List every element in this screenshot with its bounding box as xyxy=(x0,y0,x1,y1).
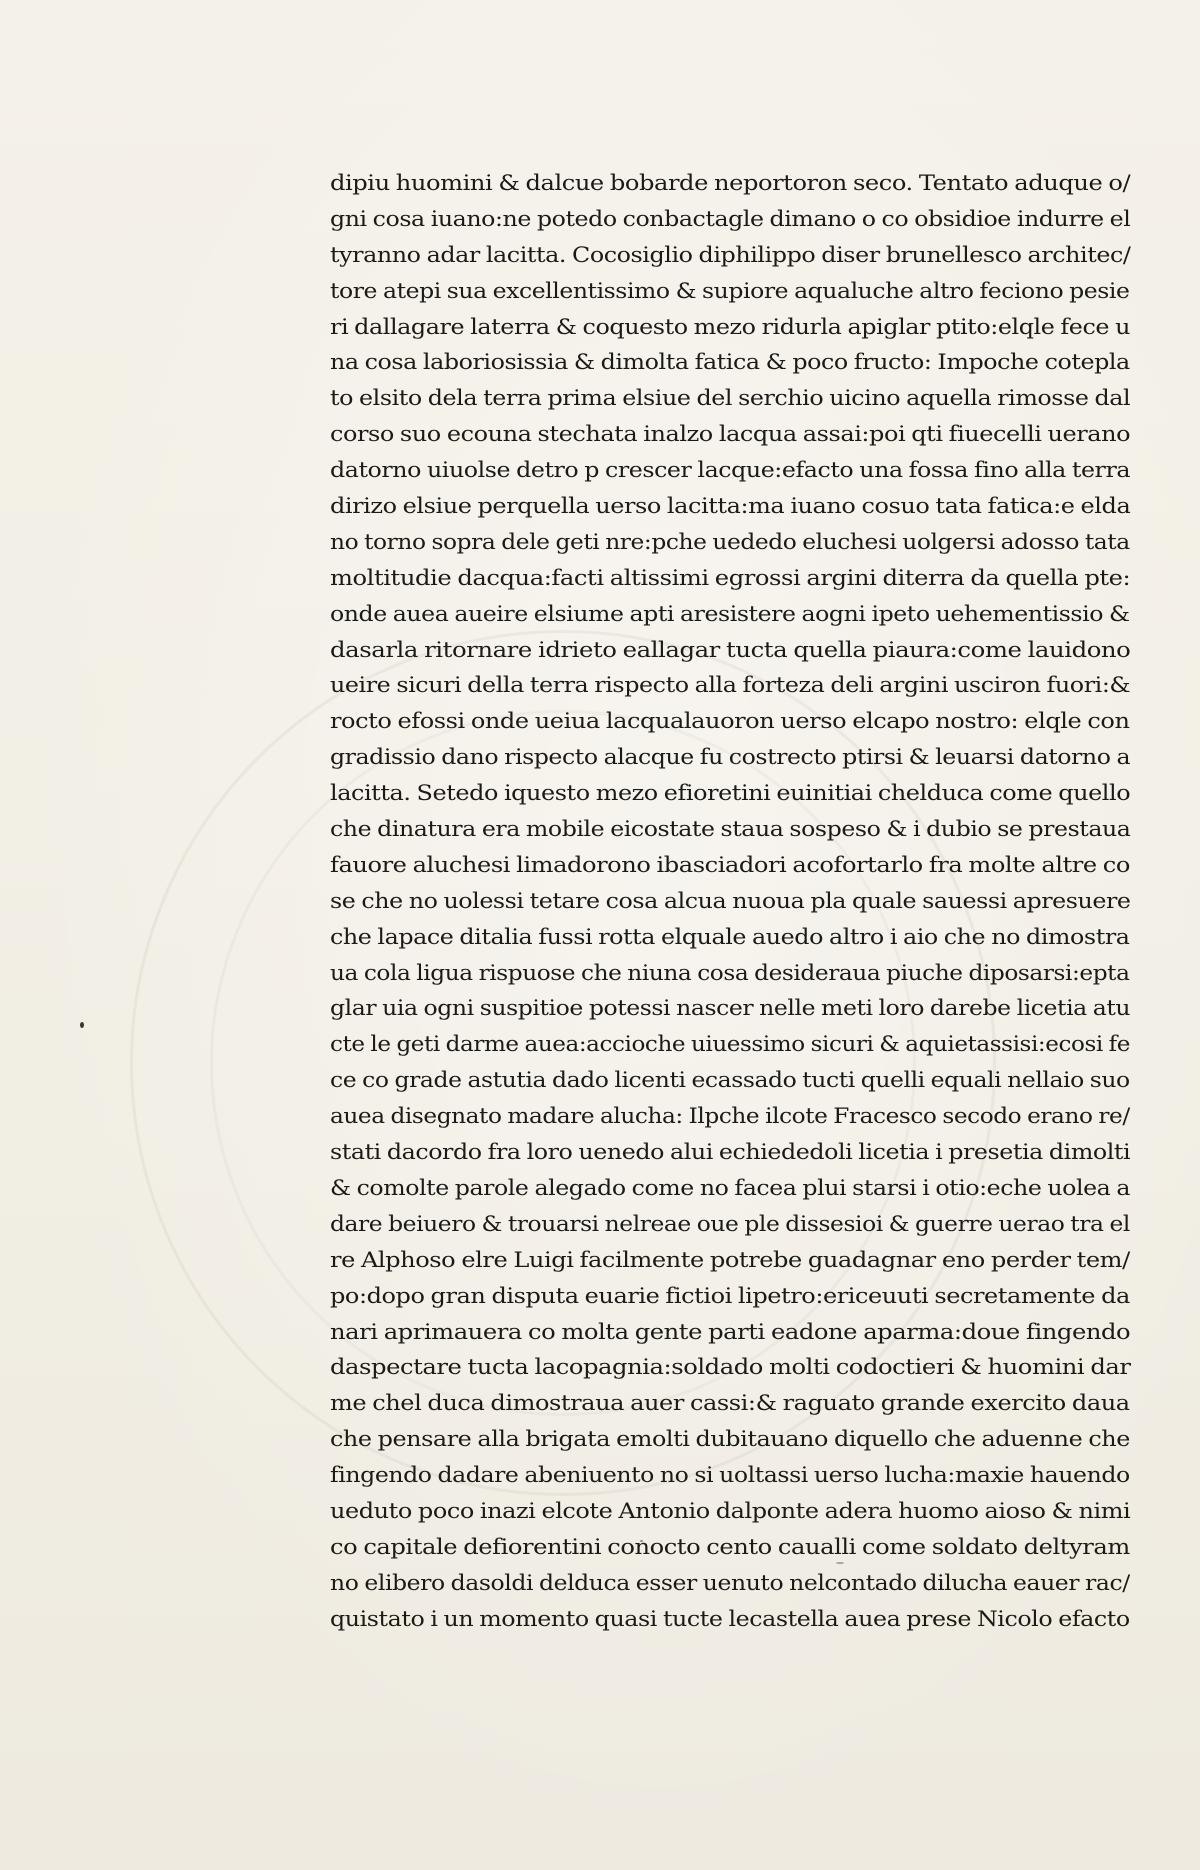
text-line: fauore aluchesi limadorono ibasciadori acofortarlo fra molte altre co xyxy=(330,852,1130,878)
text-line: re Alphoso elre Luigi facilmente potrebe guadagnar eno perder tem/ xyxy=(330,1247,1130,1273)
text-line: auea disegnato madare alucha: Ilpche ilcote Fracesco secodo erano re/ xyxy=(330,1104,1130,1130)
text-line: se che no uolessi tetare cosa alcua nuoua pla quale sauessi apresuere xyxy=(330,888,1131,914)
text-line: gradissio dano rispecto alacque fu costrecto ptirsi & leuarsi datorno a xyxy=(330,745,1131,771)
text-line: cte le geti darme auea:accioche uiuessimo sicuri & aquietassisi:ecosi fe xyxy=(330,1032,1131,1058)
text-line: po:dopo gran disputa euarie fictioi lipetro:ericeuuti secretamente da xyxy=(330,1283,1130,1309)
text-line: daspectare tucta lacopagnia:soldado molti codoctieri & huomini dar xyxy=(330,1355,1131,1381)
text-line: no elibero dasoldi delduca esser uenuto nelcontado dilucha eauer rac/ xyxy=(330,1570,1130,1596)
text-line: glar uia ogni suspitioe potessi nascer nelle meti loro darebe licetia atu xyxy=(330,996,1131,1022)
text-line: ri dallagare laterra & coquesto mezo ridurla apiglar ptito:elqle fece u xyxy=(330,314,1131,340)
text-line: no torno sopra dele geti nre:pche uededo eluchesi uolgersi adosso tata xyxy=(330,529,1130,555)
text-line: dipiu huomini & dalcue bobarde neportoron seco. Tentato aduque o/ xyxy=(330,171,1131,196)
text-line: & comolte parole alegado come no facea plui starsi i otio:eche uolea a xyxy=(330,1175,1130,1201)
text-line: ueire sicuri della terra rispecto alla forteza deli argini usciron fuori:& xyxy=(330,673,1131,699)
text-line: quistato i un momento quasi tucte lecastella auea prese Nicolo efacto xyxy=(330,1606,1130,1632)
text-line: datorno uiuolse detro p crescer lacque:efacto una fossa fino alla terra xyxy=(330,458,1131,484)
text-line: moltitudie dacqua:facti altissimi egrossi argini diterra da quella pte: xyxy=(330,565,1131,591)
text-line: ua cola ligua rispuose che niuna cosa desideraua piuche diposarsi:epta xyxy=(330,960,1130,986)
text-line: dare beiuero & trouarsi nelreae oue ple dissesioi & guerre uerao tra el xyxy=(330,1211,1130,1237)
text-line: dasarla ritornare idrieto eallagar tucta quella piaura:come lauidono xyxy=(330,637,1131,663)
text-line: ueduto poco inazi elcote Antonio dalponte adera huomo aioso & nimi xyxy=(330,1498,1131,1524)
text-line: dirizo elsiue perquella uerso lacitta:ma iuano cosuo tata fatica:e elda xyxy=(330,494,1131,520)
text-line: me chel duca dimostraua auer cassi:& raguato grande exercito daua xyxy=(330,1391,1130,1417)
text-line: co capitale defiorentini conocto cento caualli come soldato deltyram xyxy=(330,1534,1130,1560)
ink-speck xyxy=(80,1022,84,1028)
text-line: corso suo ecouna stechata inalzo lacqua assai:poi qti fiuecelli uerano xyxy=(330,422,1131,448)
text-line: che dinatura era mobile eicostate staua sospeso & i dubio se prestaua xyxy=(330,817,1131,843)
text-line: lacitta. Setedo iquesto mezo efioretini euinitiai chelduca come quello xyxy=(330,781,1131,807)
text-line: ce co grade astutia dado licenti ecassado tucti quelli equali nellaio suo xyxy=(330,1068,1130,1094)
text-line: che pensare alla brigata emolti dubitauano diquello che aduenne che xyxy=(330,1427,1130,1453)
text-line: nari aprimauera co molta gente parti eadone aparma:doue fingendo xyxy=(330,1319,1131,1345)
text-line: to elsito dela terra prima elsiue del serchio uicino aquella rimosse dal xyxy=(330,386,1131,412)
text-line: tyranno adar lacitta. Cocosiglio diphilippo diser brunellesco architec/ xyxy=(330,242,1131,268)
text-line: gni cosa iuano:ne potedo conbactagle dimano o co obsidioe indurre el xyxy=(330,206,1131,232)
text-line: onde auea aueire elsiume apti aresistere aogni ipeto uehementissio & xyxy=(330,601,1130,627)
printed-text-block xyxy=(330,166,1130,1638)
text-line: rocto efossi onde ueiua lacqualauoron uerso elcapo nostro: elqle con xyxy=(330,709,1130,735)
text-line: stati dacordo fra loro uenedo alui echiededoli licetia i presetia dimolti xyxy=(330,1140,1131,1166)
text-line: che lapace ditalia fussi rotta elquale auedo altro i aio che no dimostra xyxy=(330,924,1130,950)
text-line: na cosa laboriosissia & dimolta fatica & poco fructo: Impoche cotepla xyxy=(330,350,1130,376)
text-line: tore atepi sua excellentissimo & supiore aqualuche altro feciono pesie xyxy=(330,278,1130,304)
text-line: fingendo dadare abeniuento no si uoltassi uerso lucha:maxie hauendo xyxy=(330,1463,1130,1489)
